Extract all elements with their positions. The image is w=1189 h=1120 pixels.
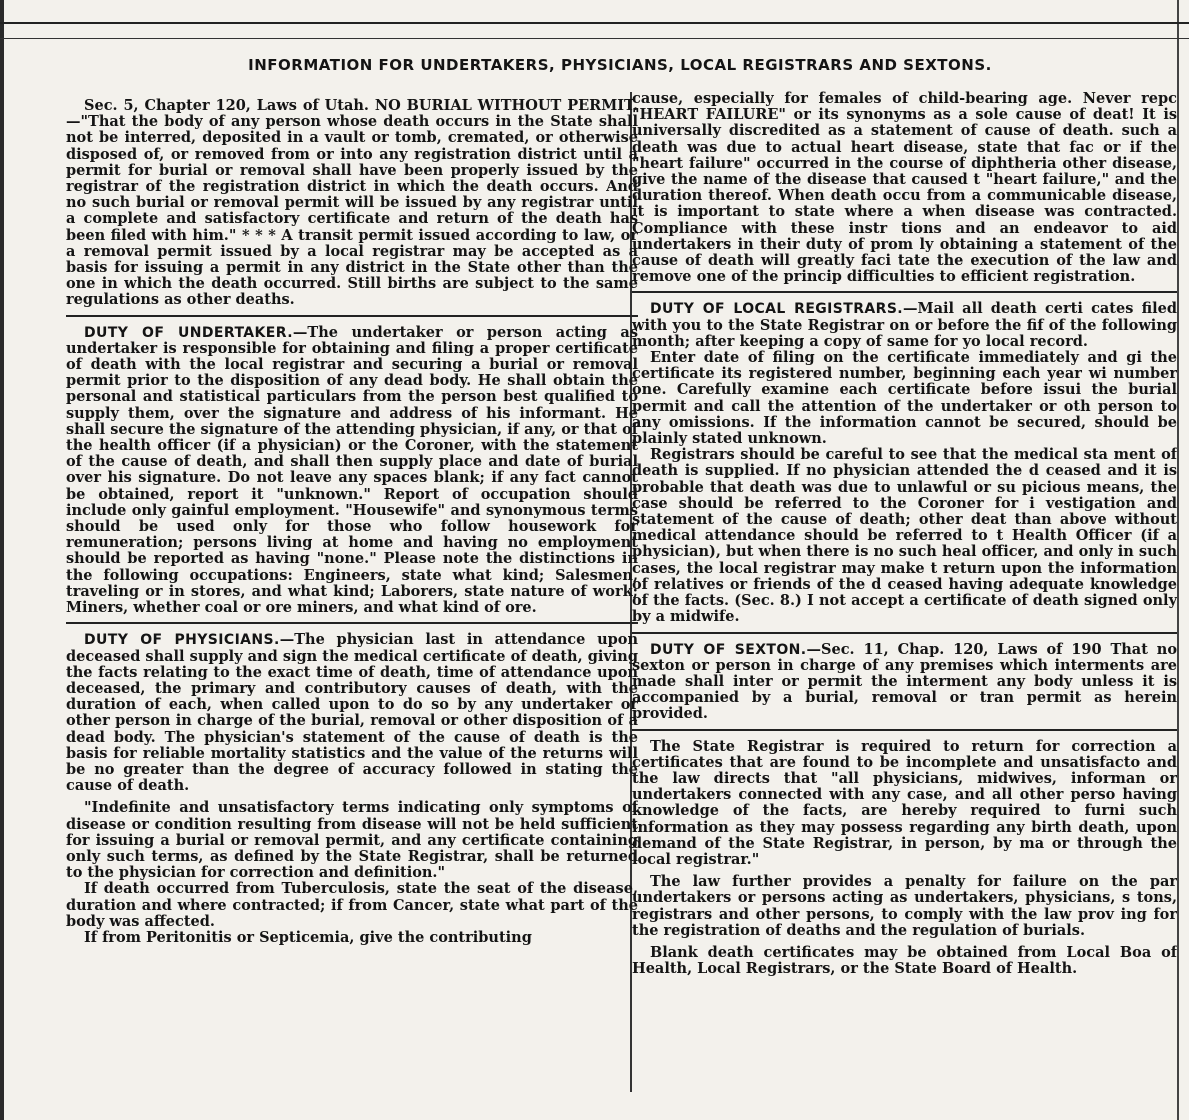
blank-certificates-paragraph: Blank death certificates may be obtained from Local Boa of Health, Local Registrars, or the State Board of Health. [632, 943, 1177, 978]
physicians-text: —The physician last in attendance upon deceased shall supply and sign the medical certificate of death, giving the facts relating to the exact time of death, time of attendance upon deceased, the primary and contributory causes of death, with the duration of each, when called upon to do so by any undertaker or other person in charge of the burial, removal or other disposition of a dead body. The physician's statement of the cause of death is the basis for reliable mortality statistics and the value of the returns will be no greater than the degree of accuracy followed in stating the cause of death. [66, 631, 638, 795]
undertaker-heading: DUTY OF UNDERTAKER. [84, 324, 293, 341]
tuberculosis-paragraph: If death occurred from Tuberculosis, state the seat of the disease, duration and where contracted; if from Cancer, state what part of the body was affected. [66, 880, 638, 930]
registrars-text: —Mail all death certi cates filed with you to the State Registrar on or before the fif of the following month; after keeping a copy of same for yo local record. [632, 300, 1177, 350]
undertaker-section [66, 315, 638, 617]
registrars-section [632, 291, 1177, 625]
peritonitis-paragraph: If from Peritonitis or Septicemia, give the contributing [84, 928, 532, 946]
state-registrar-paragraph: The State Registrar is required to return for correction a certificates that are found to be incomplete and unsatisfacto and the law directs that "all physicians, midwives, informan or undertakers connected with any case, and all other perso having knowledge of the facts, are hereby required to furni such information as they may possess regarding any birth death, upon demand of the State Registrar, in person, by ma or through the local registrar." [632, 737, 1177, 868]
top-rule-secondary [0, 38, 1189, 39]
registrars-careful-paragraph: Registrars should be careful to see that the medical sta ment of death is supplied. If no physician attended the d ceased and it is probable that death was due to unlawful or su picious means, the case should be referred to the Coroner for i vestigation and statement of the cause of death; other deat than above without medical attendance should be referred to t Health Officer (if a physician), but when there is no such heal officer, and only in such cases, the local registrar may make t return upon the information of relatives or friends of the d ceased having adequate knowledge of the facts. (Sec. 8.) I not accept a certificate of death signed only by a midwife. [632, 446, 1177, 626]
scan-edge-right [1177, 0, 1179, 1120]
scan-edge-left [0, 0, 4, 1120]
left-column [66, 98, 638, 1113]
state-registrar-section [632, 729, 1177, 978]
penalty-paragraph: The law further provides a penalty for failure on the par undertakers or persons acting as undertakers, physicians, s tons, registrars and other persons, to comply with the law prov ing for the registration of deaths and the regulation of burials. [632, 873, 1177, 939]
physicians-heading: DUTY OF PHYSICIANS. [84, 632, 280, 649]
enter-date-paragraph: Enter date of filing on the certificate immediately and gi the certificate its registered number, beginning each year wi number one. Carefully examine each certificate before issui the burial permit and call the attention of the undertaker or oth person to any omissions. If the information cannot be secured, should be plainly stated unknown. [632, 349, 1177, 448]
sexton-heading: DUTY OF SEXTON. [650, 641, 807, 658]
sexton-text: —Sec. 11, Chap. 120, Laws of 190 That no sexton or person in charge of any premises which interments are made shall inter or permit the interment any body unless it is accompanied by a burial, removal or tran permit as herein provided. [632, 640, 1177, 723]
page-title: INFORMATION FOR UNDERTAKERS, PHYSICIANS, LOCAL REGISTRARS AND SEXTONS. [248, 56, 992, 74]
sexton-section [632, 632, 1177, 723]
heart-failure-paragraph: cause, especially for females of child-bearing age. Never repc "HEART FAILURE" or its synonyms as a sole cause of deat! It is universally discredited as a statement of cause of death. such a death was due to actual heart disease, state that fac or if the "heart failure" occurred in the course of diphtheria other disease, give the name of the disease that caused t "heart failure," and the duration thereof. When death occu from a communicable disease, it is important to state where a when disease was contracted. Compliance with these instr tions and an endeavor to aid undertakers in their duty of prom ly obtaining a statement of the cause of death will greatly faci tate the execution of the law and remove one of the princip difficulties to efficient registration. [632, 91, 1177, 286]
indefinite-terms-paragraph: "Indefinite and unsatisfactory terms indicating only symptoms of disease or condition resulting from disease will not be held sufficient for issuing a burial or removal permit, and any certificate containing only such terms, as defined by the State Registrar, shall be returned to the physician for correction and definition." [66, 799, 638, 882]
physicians-section [66, 622, 638, 946]
undertaker-text: —The undertaker or person acting as undertaker is responsible for obtaining and filing a proper certificate of death with the local registrar and securing a burial or removal permit prior to the disposition of any dead body. He shall obtain the personal and statistical particulars from the person best qualified to supply them, over the signature and address of his informant. He shall secure the signature of the attending physician, if any, or that of the health officer (if a physician) or the Coroner, with the statement of the cause of death, and shall then supply place and date of burial over his signature. Do not leave any spaces blank; if any fact cannot be obtained, report it "unknown." Report of occupation should include only gainful employment. "Housewife" and synonymous terms should be used only for those who follow housework for remuneration; persons living at home and having no employment should be reported as having "none." Please note the distinctions in the following occupations: Engineers, state what kind; Salesmen, traveling or in stores, and what kind; Laborers, state nature of work; Miners, whether coal or ore miners, and what kind of ore. [66, 323, 638, 617]
burial-permit-intro: Sec. 5, Chapter 120, Laws of Utah. NO BURIAL WITHOUT PERMIT.—"That the body of any person whose death occurs in the State shall not be interred, deposited in a vault or tomb, cremated, or otherwise disposed of, or removed from or into any registration district until a permit for burial or removal shall have been properly issued by the registrar of the registration district in which the death occurs. And no such burial or removal permit will be issued by any registrar until a complete and satisfactory certificate and return of the death has been filed with him." * * * A transit permit issued according to law, or a removal permit issued by a local registrar may be accepted as a basis for issuing a permit in any district in the State other than the one in which the death occurred. Still births are subject to the same regulations as other deaths. [66, 98, 638, 309]
top-rule [0, 22, 1189, 24]
registrars-heading: DUTY OF LOCAL REGISTRARS. [650, 301, 904, 318]
right-column [632, 91, 1177, 1096]
